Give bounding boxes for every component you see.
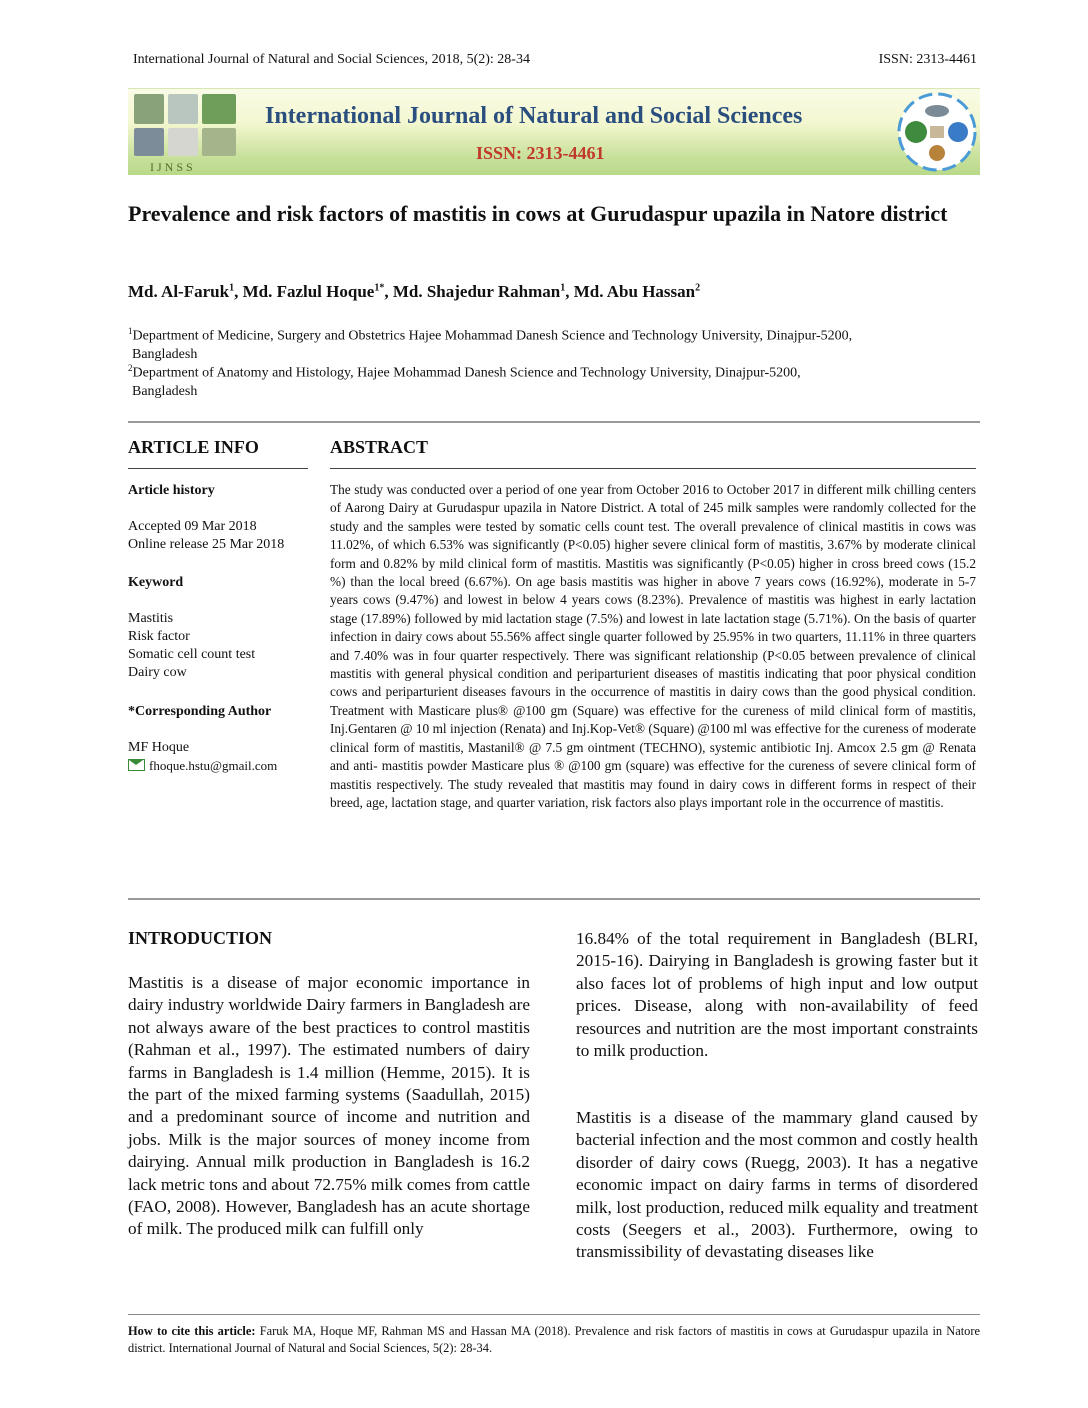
author-superscript: 1	[560, 282, 566, 294]
abstract-text: The study was conducted over a period of one year from October 2016 to October 2017 in different milk chilling centers of Aarong Dairy at Gurudaspur upazila in Natore District. A total of 245 milk samples were randomly collected for the study and the samples were tested by somatic cells count test. The overall prevalence of clinical mastitis in cows was 11.02%, of which 6.53% was significantly (P<0.05) higher severe clinical form of mastitis, 3.67% by moderate clinical form and 0.82% by mild clinical form of mastitis. Mastitis was significantly (P<0.05) higher in cross breed cows (15.2 %) than the local breed (6.67%). On age basis mastitis was higher in above 7 years cows (16.92%), moderate in 5-7 years cows (9.47%) and lowest in below 4 years cows (8.23%). Prevalence of mastitis was highest in early lactation stage (17.89%) followed by mid lactation stage (7.5%) and lowest in late lactation stage (5.71%). On the basis of quarter infection in dairy cows about 55.56% affect single quarter followed by 25.95% in two quarters, 11.11% in three quarters and 7.40% was in four quarter respectively. There was significant relationship (P<0.05 between prevalence of clinical mastitis with general physical condition and periparturient diseases of mastitis indicating that poor physical condition cows and periparturient diseases favours in the occurrence of mastitis in dairy cows than the good physical condition. Treatment with Masticare plus® @100 gm (Square) was effective for the cureness of mild clinical form of mastitis, Inj.Gentaren @ 10 ml injection (Renata) and Inj.Kop-Vet® (Square) @100 ml was effective for the cureness of moderate clinical form of mastitis, Mastanil® @ 7.5 gm ointment (TECHNO), systemic antibiotic Inj. Amcox 2.5 gm @ Renata and anti- mastitis powder Masticare plus ® @100 gm (square) was effective for the cureness of severe clinical form of mastitis respectively. The study revealed that mastitis may found in dairy cows in different forms in respect of their breed, age, lactation stage, and quarter variation, risk factors also plays important role in the occurrence of mastitis.	[330, 482, 976, 810]
introduction-right-paragraph-2: Mastitis is a disease of the mammary gland caused by bacterial infection and the most common and costly health disorder of dairy cows (Ruegg, 2003). It has a negative economic impact on dairy farms in terms of disordered milk, lost production, reduced milk equality and treatment costs (Seegers et al., 2003). Furthermore, owing to transmissibility of devastating diseases like	[576, 1108, 978, 1262]
keyword-item: Dairy cow	[128, 665, 187, 680]
author-superscript: 1*	[374, 282, 385, 294]
journal-acronym: IJNSS	[150, 160, 196, 174]
journal-name: International Journal of Natural and Social Sciences	[265, 103, 803, 129]
online-date: Online release 25 Mar 2018	[128, 537, 285, 552]
citation-label: How to cite this article:	[128, 1324, 256, 1338]
author-superscript: 2	[695, 282, 701, 294]
abstract-heading: ABSTRACT	[330, 437, 429, 457]
keyword-item: Risk factor	[128, 629, 190, 644]
article-history-label: Article history	[128, 483, 215, 498]
journal-banner	[128, 88, 980, 175]
section-divider	[128, 898, 980, 900]
affiliation-2: $^2$Department of Anatomy and Histology, Hajee Mohammad Danesh Science and Technology University, Dinajpur-5200, Bangladesh	[128, 363, 801, 400]
affiliation-1: $^1$Department of Medicine, Surgery and Obstetrics Hajee Mohammad Danesh Science and Technology University, Dinajpur-5200, Bangladesh	[128, 326, 853, 363]
envelope-icon	[128, 759, 145, 771]
journal-logo-collage	[132, 92, 240, 172]
section-divider	[128, 421, 980, 423]
author-name: Md. Shajedur Rahman	[392, 282, 561, 301]
email-address[interactable]: fhoque.hstu@gmail.com	[149, 758, 278, 773]
corresponding-author-label: *Corresponding Author	[128, 704, 272, 719]
citation-text: Faruk MA, Hoque MF, Rahman MS and Hassan MA (2018). Prevalence and risk factors of mastitis in cows at Gurudaspur upazila in Natore district. International Journal of Natural and Social Sciences, 5(2): 28-34.	[128, 1324, 980, 1355]
paper-title: Prevalence and risk factors of mastitis in cows at Gurudaspur upazila in Natore district	[128, 201, 948, 226]
corresponding-author-name: MF Hoque	[128, 740, 190, 755]
section-divider	[330, 468, 976, 469]
introduction-left-paragraph: Mastitis is a disease of major economic importance in dairy industry worldwide Dairy farmers in Bangladesh are not always aware of the best practices to control mastitis (Rahman et al., 1997). The estimated numbers of dairy farms in Bangladesh is 1.4 million (Hemme, 2015). It is the part of the mixed farming systems (Saadullah, 2015) and a predominant source of income and nutrition and jobs. Milk is the major sources of money income from dairying. Annual milk production in Bangladesh is 16.2 lack metric tons and about 72.75% milk comes from cattle (FAO, 2008). However, Bangladesh has an acute shortage of milk. The produced milk can fulfill only	[128, 973, 530, 1239]
corresponding-email[interactable]	[128, 757, 277, 775]
running-header-right: ISSN: 2313-4461	[878, 52, 977, 67]
keyword-item: Mastitis	[128, 611, 174, 626]
accepted-date: Accepted 09 Mar 2018	[128, 519, 257, 534]
keyword-item: Somatic cell count test	[128, 647, 256, 662]
author-name: Md. Al-Faruk	[128, 282, 230, 301]
keyword-label: Keyword	[128, 575, 184, 590]
author-list: Md. Al-Faruk$^1$, Md. Fazlul Hoque$^{1*}$, Md. Shajedur Rahman$^1$, Md. Abu Hassan$^2$	[128, 282, 701, 301]
citation-block	[128, 1323, 980, 1356]
author-name: Md. Abu Hassan	[573, 282, 696, 301]
introduction-heading: INTRODUCTION	[128, 928, 273, 948]
author-name: Md. Fazlul Hoque	[242, 282, 375, 301]
section-divider	[128, 468, 308, 469]
journal-issn: ISSN: 2313-4461	[476, 143, 605, 163]
running-header-left: International Journal of Natural and Social Sciences, 2018, 5(2): 28-34	[133, 52, 530, 67]
footer-divider	[128, 1314, 980, 1315]
article-info-heading: ARTICLE INFO	[128, 437, 259, 457]
journal-emblem-icon	[896, 91, 978, 173]
introduction-right-paragraph-1: 16.84% of the total requirement in Bangladesh (BLRI, 2015-16). Dairying in Bangladesh is growing faster but it also faces lot of problems of high input and low output prices. Disease, along with non-availability of feed resources and nutrition are the most important constraints to milk production.	[576, 929, 978, 1061]
author-superscript: 1	[229, 282, 235, 294]
